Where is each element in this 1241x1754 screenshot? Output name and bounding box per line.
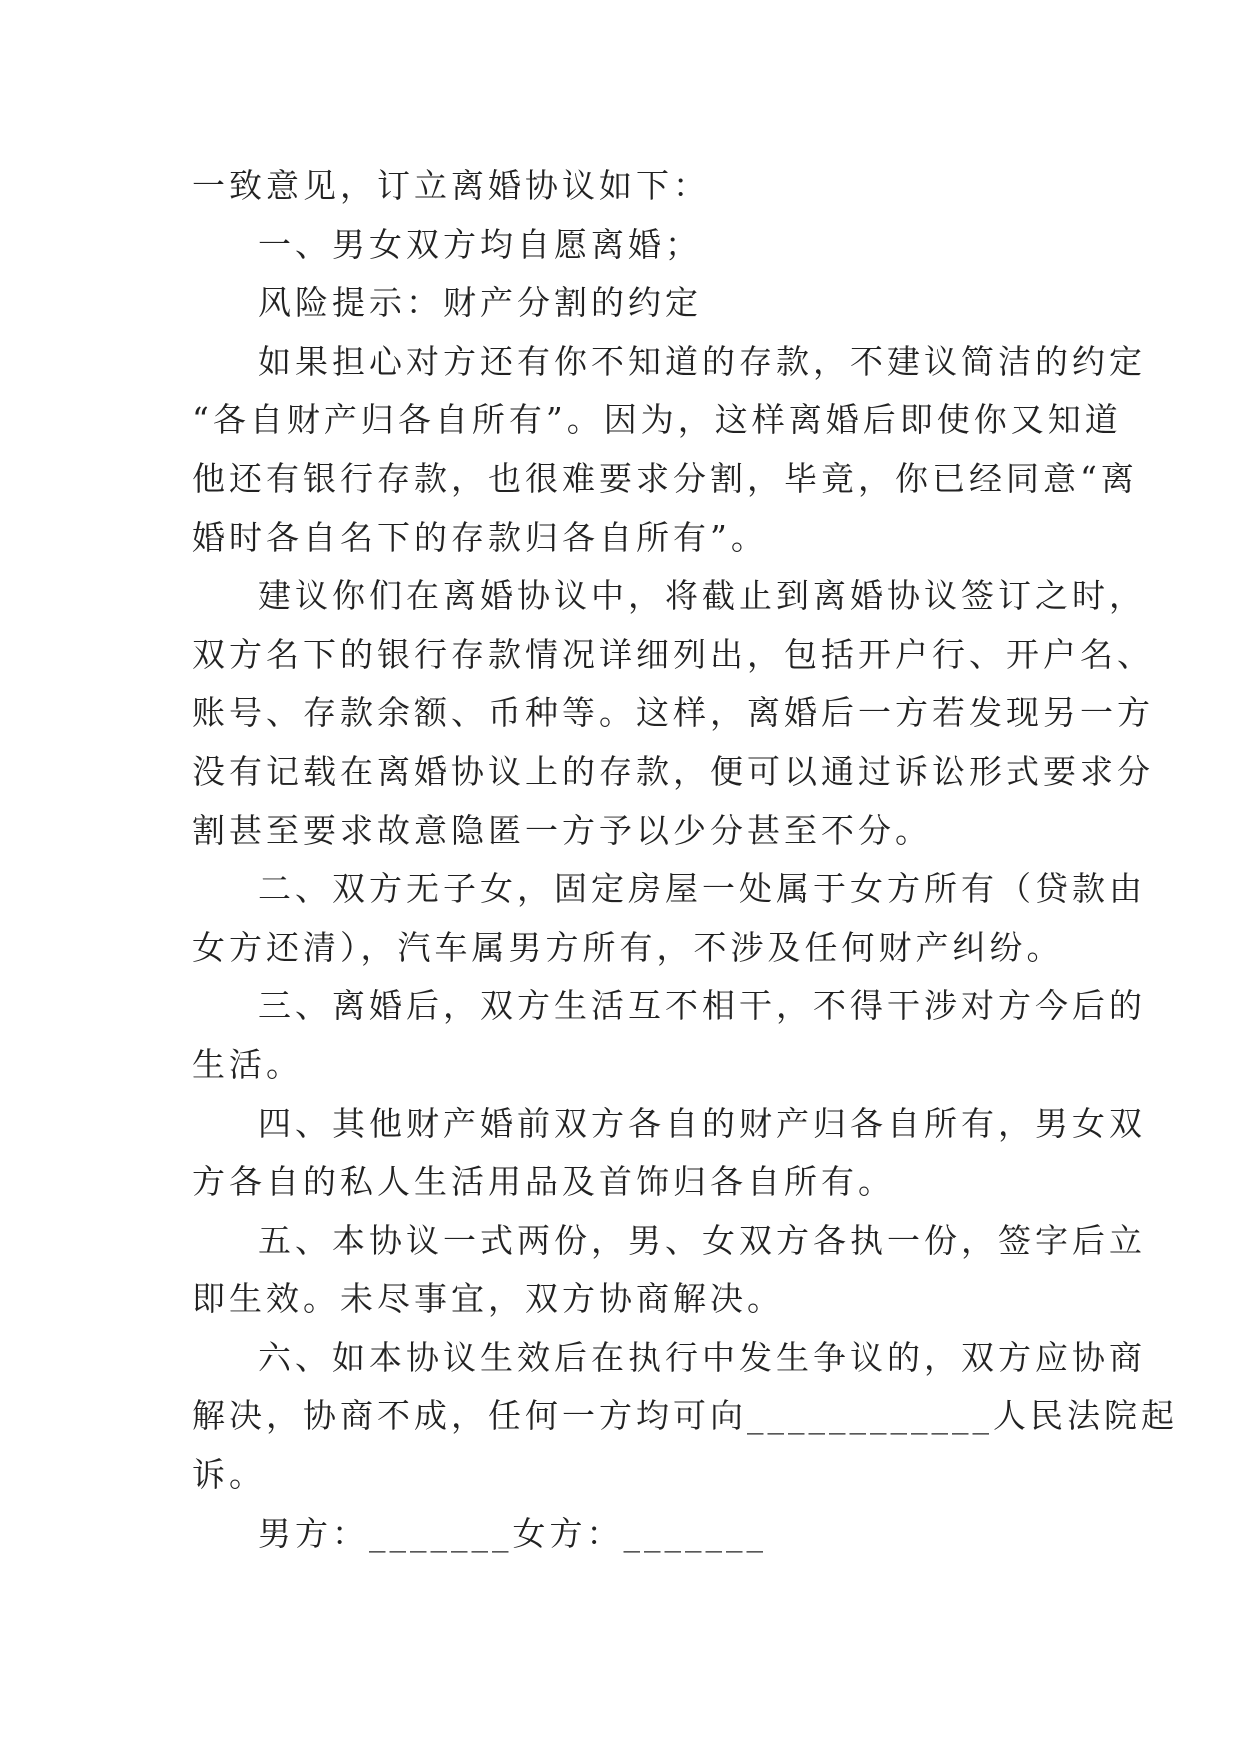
clause-1: 一、男女双方均自愿离婚；	[258, 224, 702, 264]
clause-5: 五、本协议一式两份，男、女双方各执一份，签字后立	[258, 1220, 1146, 1260]
clause-2: 二、双方无子女，固定房屋一处属于女方所有（贷款由	[258, 869, 1146, 909]
risk-paragraph-line: 婚时各自名下的存款归各自所有”。	[192, 517, 768, 557]
clause-6-continued: 诉。	[192, 1455, 266, 1495]
signature-line: 男方：_______女方：_______	[258, 1513, 767, 1553]
risk-heading: 风险提示：财产分割的约定	[258, 283, 702, 323]
clause-4-continued: 方各自的私人生活用品及首饰归各自所有。	[192, 1162, 895, 1202]
risk-paragraph-line: 他还有银行存款，也很难要求分割，毕竟，你已经同意“离	[192, 458, 1138, 498]
clause-5-continued: 即生效。未尽事宜，双方协商解决。	[192, 1279, 784, 1319]
advice-paragraph-line: 没有记载在离婚协议上的存款，便可以通过诉讼形式要求分	[192, 751, 1154, 791]
advice-paragraph-line: 建议你们在离婚协议中，将截止到离婚协议签订之时，	[258, 576, 1146, 616]
advice-paragraph-line: 双方名下的银行存款情况详细列出，包括开户行、开户名、	[192, 634, 1154, 674]
clause-4: 四、其他财产婚前双方各自的财产归各自所有，男女双	[258, 1103, 1146, 1143]
clause-6: 六、如本协议生效后在执行中发生争议的，双方应协商	[258, 1337, 1146, 1377]
document-page	[192, 157, 1178, 1563]
clause-2-continued: 女方还清），汽车属男方所有，不涉及任何财产纠纷。	[192, 927, 1064, 967]
text-line: 一致意见，订立离婚协议如下：	[192, 166, 710, 205]
clause-3: 三、离婚后，双方生活互不相干，不得干涉对方今后的	[258, 986, 1146, 1026]
risk-paragraph-line: 如果担心对方还有你不知道的存款，不建议简洁的约定	[258, 341, 1146, 381]
advice-paragraph-line: 割甚至要求故意隐匿一方予以少分甚至不分。	[192, 810, 932, 850]
clause-6-continued: 解决，协商不成，任何一方均可向____________人民法院起	[192, 1396, 1178, 1436]
risk-paragraph-line: “各自财产归各自所有”。因为，这样离婚后即使你又知道	[192, 400, 1122, 440]
advice-paragraph-line: 账号、存款余额、币种等。这样，离婚后一方若发现另一方	[192, 693, 1154, 733]
clause-3-continued: 生活。	[192, 1044, 303, 1084]
